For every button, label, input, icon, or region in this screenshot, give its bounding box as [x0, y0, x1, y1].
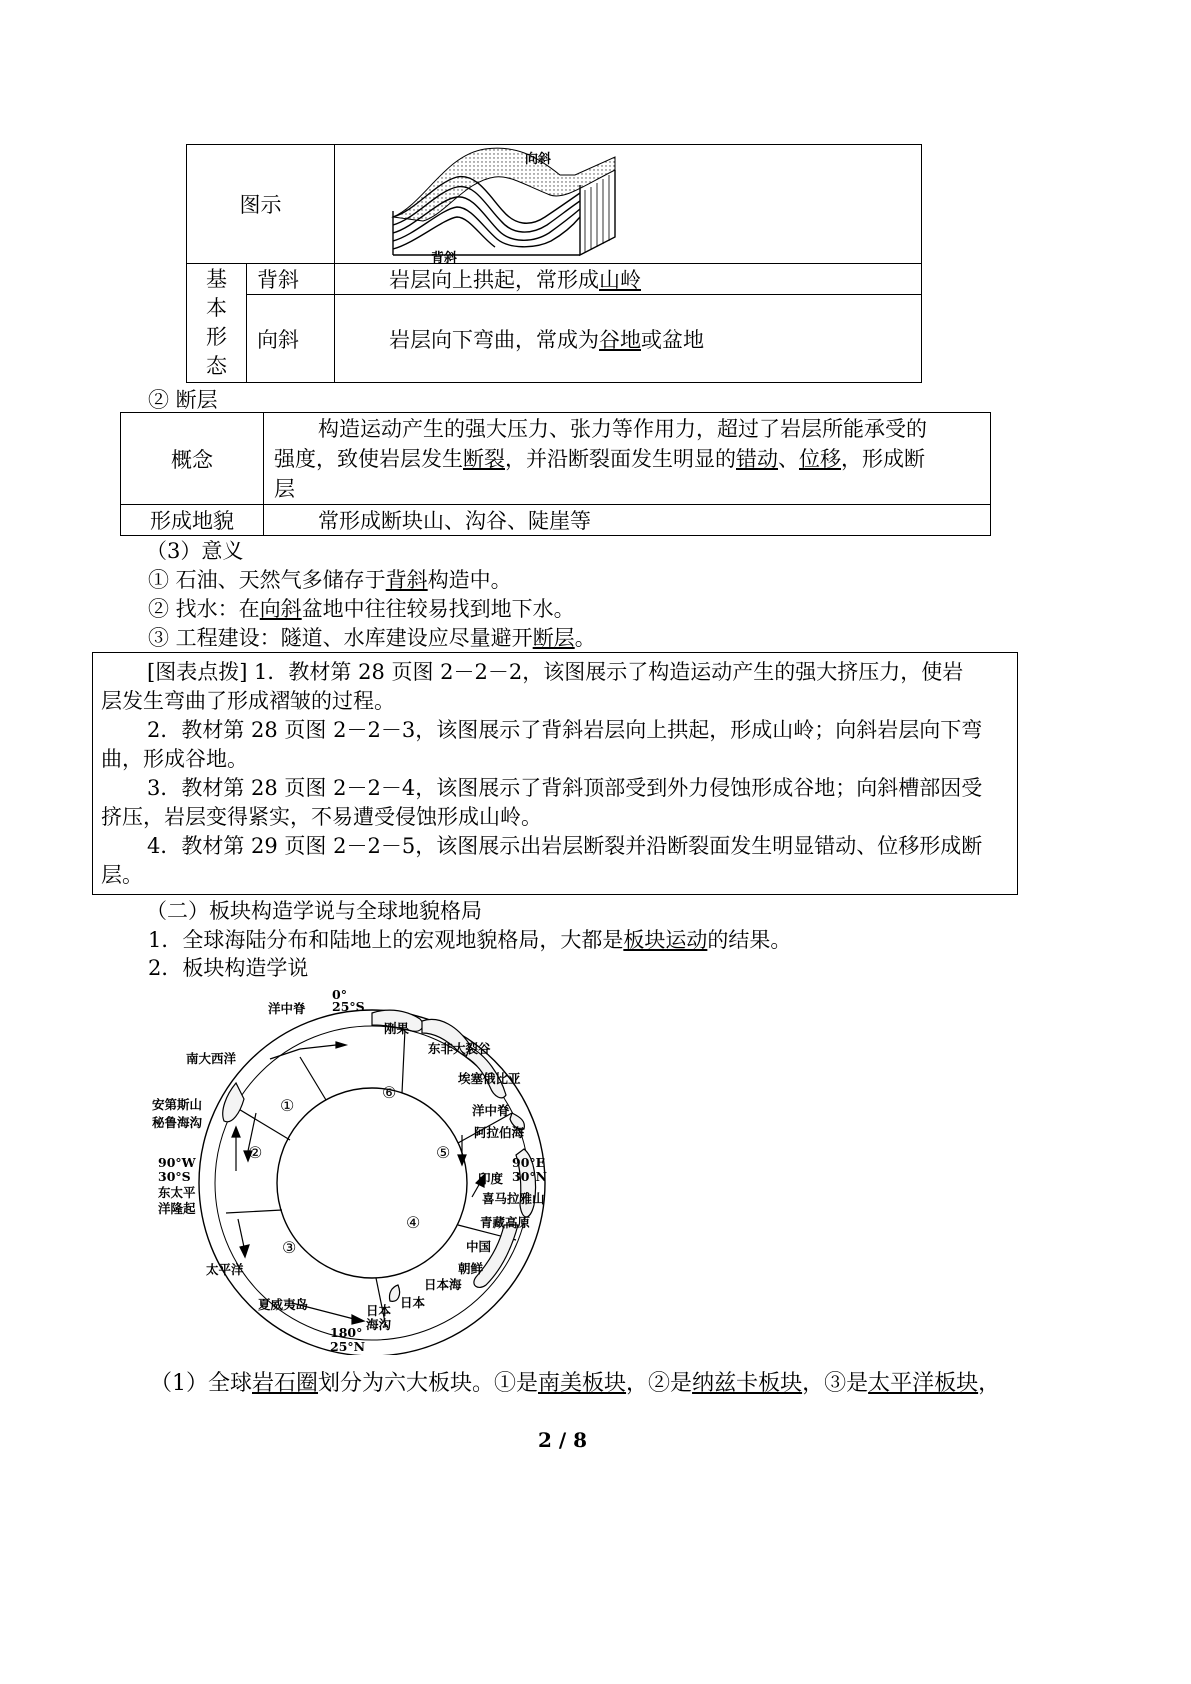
label-east-africa-rift: 东非大裂谷 — [428, 1041, 491, 1056]
label-sea-of-japan: 日本海 — [424, 1277, 462, 1292]
significance-item: ① 石油、天然气多储存于背斜构造中。 — [148, 568, 512, 592]
row-desc-syncline — [335, 295, 922, 383]
concept-key: 错动 — [736, 446, 778, 471]
concept-key: 位移 — [799, 446, 841, 471]
concept-label-cell — [121, 413, 264, 505]
tips-line: [图表点拨] 1．教材第 28 页图 2－2－2，该图展示了构造运动产生的强大挤压力，使岩 — [147, 660, 964, 684]
label-hawaii: 夏威夷岛 — [258, 1297, 309, 1312]
syncline-desc-key: 谷地 — [599, 327, 641, 352]
basic-form-cell — [187, 264, 247, 383]
label-congo: 刚果 — [384, 1021, 410, 1036]
plate-number: ③ — [282, 1238, 297, 1257]
row-name-syncline — [247, 295, 335, 383]
plate-number: ② — [248, 1143, 263, 1162]
landform-desc-cell — [264, 505, 991, 536]
tips-line: 2．教材第 28 页图 2－2－3，该图展示了背斜岩层向上拱起，形成山岭；向斜岩层向下弯 — [147, 718, 983, 742]
diagram-label-cell — [187, 145, 335, 264]
label-tibet: 青藏高原 — [480, 1215, 531, 1230]
basic-form-char: 形 — [206, 325, 227, 349]
label-ridge-top: 洋中脊 — [268, 1001, 306, 1016]
label-s-atlantic: 南大西洋 — [186, 1051, 237, 1066]
row-name-anticline — [247, 264, 335, 295]
anticline-desc: 岩层向上拱起，常形成 — [389, 268, 599, 292]
concept-line: 构造运动产生的强大压力、张力等作用力，超过了岩层所能承受的 — [318, 416, 927, 441]
landform-desc: 常形成断块山、沟谷、陡崖等 — [318, 509, 591, 533]
syncline-name: 向斜 — [257, 327, 299, 352]
significance-item: ③ 工程建设：隧道、水库建设应尽量避开断层。 — [148, 626, 596, 650]
syncline-desc: 岩层向下弯曲，常成为 — [389, 327, 599, 352]
label-korea: 朝鲜 — [458, 1261, 484, 1276]
tips-line: 挤压，岩层变得紧实，不易遭受侵蚀形成山岭。 — [101, 805, 542, 829]
fault-heading: ② 断层 — [148, 388, 218, 412]
label-peru-trench: 秘鲁海沟 — [152, 1115, 203, 1130]
label-japan-trench-1: 日本 — [366, 1303, 392, 1318]
significance-item: ② 找水：在向斜盆地中往往较易找到地下水。 — [148, 597, 575, 621]
tips-line: 4．教材第 29 页图 2－2－5，该图展示出岩层断裂并沿断裂面发生明显错动、位移形成断 — [147, 834, 983, 858]
basic-form-char: 态 — [206, 354, 227, 378]
page-number: 2 / 8 — [538, 1428, 588, 1452]
fold-diagram — [385, 145, 625, 263]
label-japan-trench-2: 海沟 — [366, 1317, 392, 1332]
label-india: 印度 — [478, 1171, 504, 1186]
plate-diagram — [140, 985, 570, 1355]
tips-line: 层发生弯曲了形成褶皱的过程。 — [101, 689, 395, 713]
fig-label-anticline: 背斜 — [431, 251, 458, 266]
label-epr-1: 东太平 — [158, 1185, 196, 1200]
label-arabian-sea: 阿拉伯海 — [474, 1125, 525, 1140]
deg-bottom: 180° — [330, 1325, 363, 1340]
deg-left: 90°W — [158, 1155, 196, 1170]
fold-diagram-cell — [335, 145, 922, 264]
syncline-desc-post: 或盆地 — [641, 327, 704, 352]
tips-line: 3．教材第 28 页图 2－2－4，该图展示了背斜顶部受到外力侵蚀形成谷地；向斜槽部因受 — [147, 776, 983, 800]
concept-line: 层 — [274, 476, 295, 501]
label-pacific: 太平洋 — [206, 1262, 244, 1277]
fault-table — [120, 412, 991, 536]
label-ethiopia: 埃塞俄比亚 — [458, 1071, 521, 1086]
concept-label: 概念 — [171, 447, 213, 472]
plate-number: ⑤ — [436, 1143, 451, 1162]
tips-line: 曲，形成谷地。 — [101, 747, 248, 771]
lat-right: 30°N — [512, 1169, 548, 1184]
deg-top: 0° — [332, 987, 347, 1002]
plate-list-paragraph: （1）全球岩石圈划分为六大板块。①是南美板块，②是纳兹卡板块，③是太平洋板块， — [150, 1371, 1001, 1396]
label-china: 中国 — [466, 1239, 492, 1254]
basic-form-char: 本 — [206, 296, 227, 320]
lat-top: 25°S — [332, 999, 365, 1014]
label-japan: 日本 — [400, 1295, 426, 1310]
plate-paragraph: 2．板块构造学说 — [148, 956, 309, 980]
row-desc-anticline — [335, 264, 922, 295]
diagram-label: 图示 — [239, 193, 282, 217]
label-himalaya: 喜马拉雅山 — [482, 1191, 545, 1206]
lat-bottom: 25°N — [330, 1339, 366, 1354]
anticline-desc-key: 山岭 — [599, 268, 641, 292]
deg-right: 90°E — [512, 1155, 546, 1170]
landform-label: 形成地貌 — [150, 509, 234, 533]
fold-table — [186, 144, 922, 383]
fig-label-syncline: 向斜 — [525, 152, 552, 167]
basic-form-char: 基 — [206, 267, 227, 291]
tips-line: 层。 — [101, 863, 143, 887]
fold-top-layer — [393, 148, 615, 221]
plate-number: ⑥ — [382, 1083, 397, 1102]
label-andes: 安第斯山 — [152, 1097, 203, 1112]
plate-number: ① — [280, 1096, 295, 1115]
label-epr-2: 洋隆起 — [158, 1201, 196, 1216]
concept-desc-cell — [264, 413, 991, 505]
lat-left: 30°S — [158, 1169, 191, 1184]
significance-heading: （3）意义 — [146, 539, 244, 563]
anticline-name: 背斜 — [257, 268, 299, 292]
plate-paragraph: 1．全球海陆分布和陆地上的宏观地貌格局，大都是板块运动的结果。 — [148, 928, 792, 952]
concept-key: 断裂 — [463, 446, 505, 471]
tips-box — [92, 652, 1018, 895]
concept-line: 强度，致使岩层发生断裂，并沿断裂面发生明显的错动、位移，形成断 — [274, 446, 925, 471]
plate-number: ④ — [406, 1213, 421, 1232]
landform-label-cell — [121, 505, 264, 536]
plate-heading: （二）板块构造学说与全球地貌格局 — [146, 899, 482, 923]
label-ridge-right: 洋中脊 — [472, 1103, 510, 1118]
